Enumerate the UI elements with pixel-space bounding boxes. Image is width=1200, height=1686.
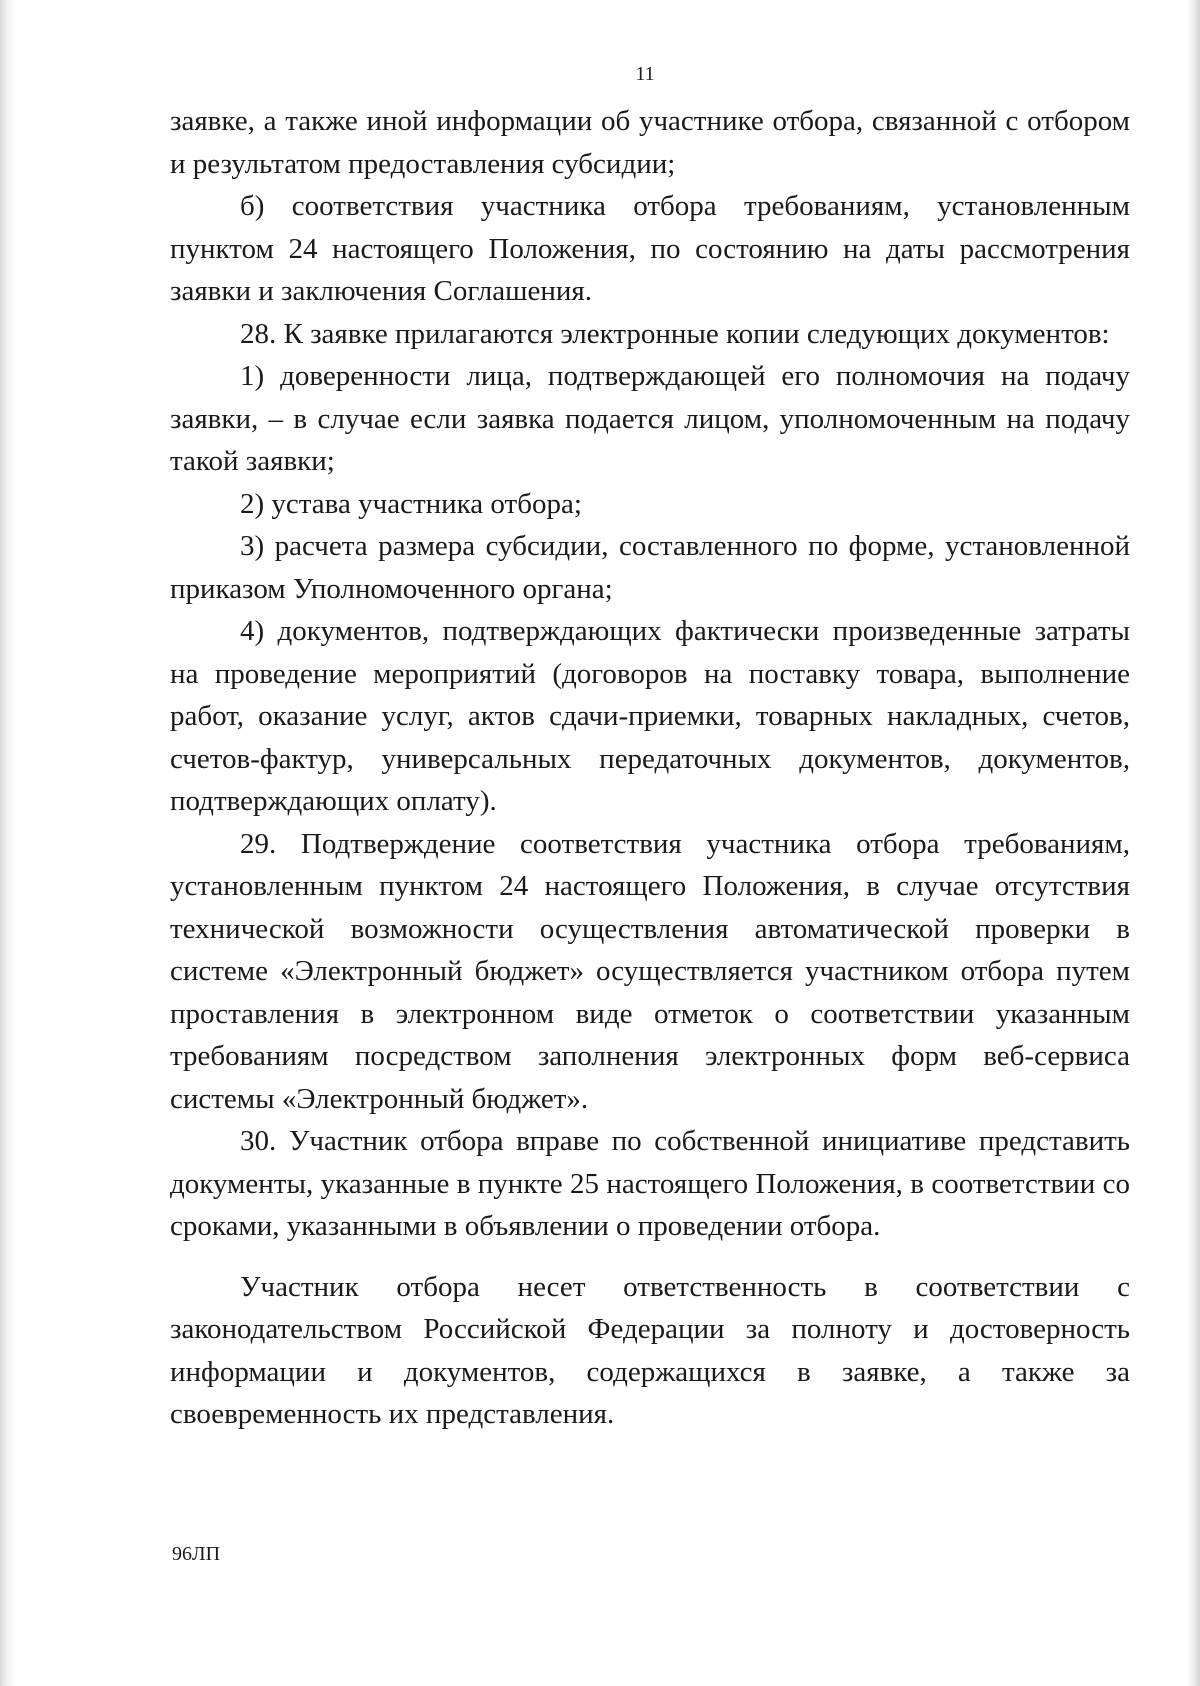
paragraph-continuation: заявке, а также иной информации об участнике отбора, связанной с отбором и результатом предоставления субсидии; bbox=[170, 105, 1130, 180]
list-item-2: 2) устава участника отбора; bbox=[240, 487, 582, 520]
document-code: 96ЛП bbox=[172, 1543, 221, 1565]
list-item-4: 4) документов, подтверждающих фактически произведенные затраты на проведение мероприятий (договоров на поставку товара, выполнение работ, оказание услуг, актов сдачи-приемки, товарных накладных, счетов, счетов-фактур, универсальных передаточных документов, документов, подтверждающих оплату). bbox=[170, 615, 1130, 817]
document-body bbox=[170, 100, 1130, 1436]
paragraph-responsibility: Участник отбора несет ответственность в соответствии с законодательством Российской Федерации за полноту и достоверность информации и документов, содержащихся в заявке, а также за своевременность их представления. bbox=[170, 1270, 1130, 1430]
paragraph-28: 28. К заявке прилагаются электронные копии следующих документов: bbox=[240, 317, 1110, 350]
page-number: 11 bbox=[635, 63, 655, 85]
paragraph-item-b: б) соответствия участника отбора требованиям, установленным пунктом 24 настоящего Положения, по состоянию на даты рассмотрения заявки и заключения Соглашения. bbox=[170, 190, 1130, 307]
paragraph-29: 29. Подтверждение соответствия участника отбора требованиям, установленным пунктом 24 настоящего Положения, в случае отсутствия технической возможности осуществления автоматической проверки в системе «Электронный бюджет» осуществляется участником отбора путем проставления в электронном виде отметок о соответствии указанным требованиям посредством заполнения электронных форм веб-сервиса системы «Электронный бюджет». bbox=[170, 827, 1130, 1115]
list-item-1: 1) доверенности лица, подтверждающей его полномочия на подачу заявки, – в случае если заявка подается лицом, уполномоченным на подачу такой заявки; bbox=[170, 360, 1130, 477]
list-item-3: 3) расчета размера субсидии, составленного по форме, установленной приказом Уполномоченного органа; bbox=[170, 530, 1130, 605]
scan-edge-right bbox=[1186, 0, 1200, 1686]
paragraph-30: 30. Участник отбора вправе по собственной инициативе представить документы, указанные в пункте 25 настоящего Положения, в соответствии со сроками, указанными в объявлении о проведении отбора. bbox=[170, 1125, 1130, 1242]
scan-edge-left bbox=[0, 0, 16, 1686]
